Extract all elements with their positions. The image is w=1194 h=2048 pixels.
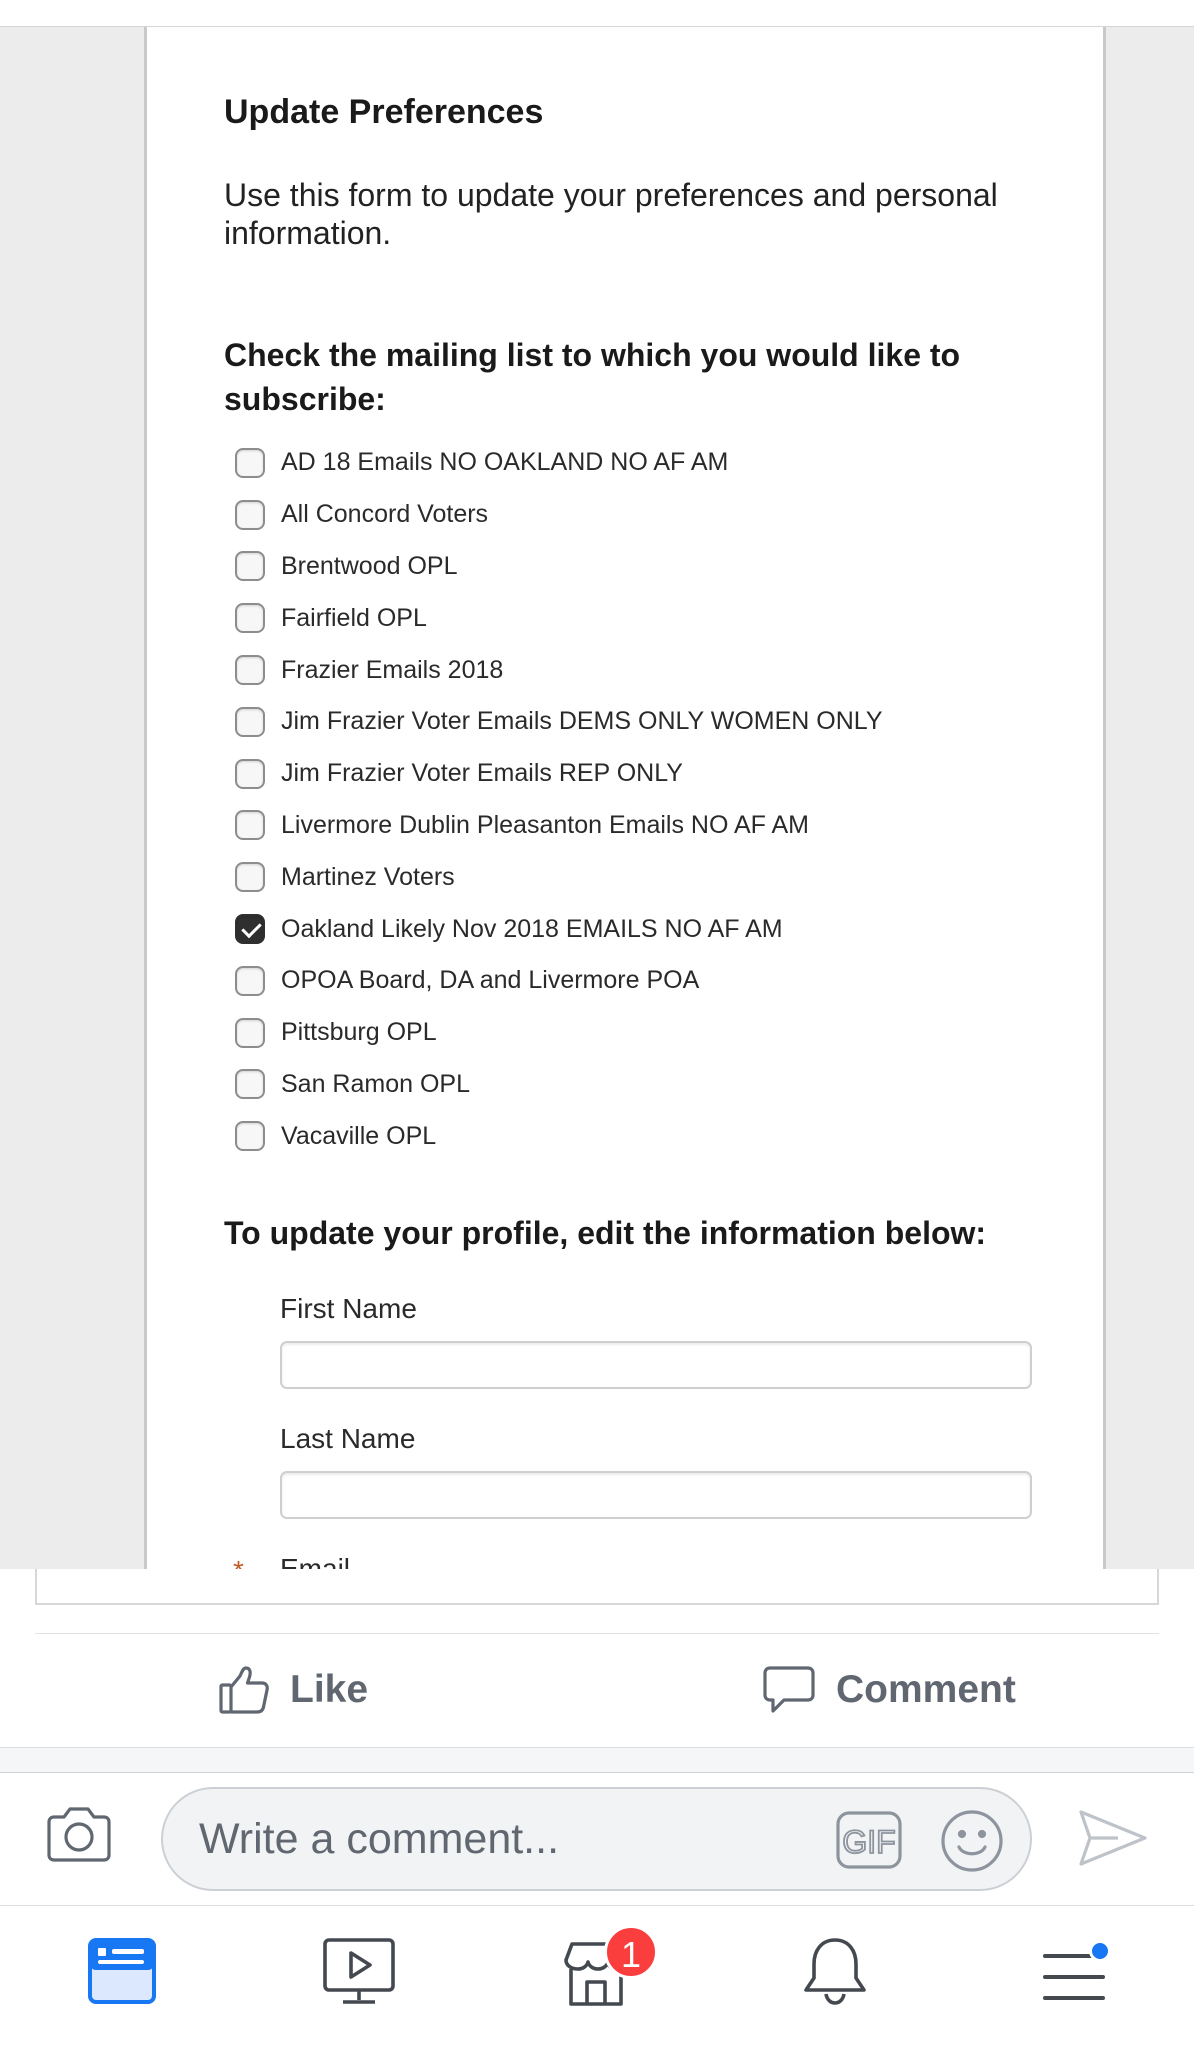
list-item[interactable] <box>235 1007 1055 1059</box>
separator-band <box>0 1748 1194 1772</box>
checkbox[interactable] <box>235 914 265 944</box>
checkbox[interactable] <box>235 862 265 892</box>
checkbox[interactable] <box>235 448 265 478</box>
comment-field[interactable] <box>161 1787 1032 1891</box>
comment-button[interactable] <box>762 1664 1016 1716</box>
link-preview-box[interactable] <box>35 1569 1159 1605</box>
mailing-list <box>235 437 1055 1162</box>
checkbox[interactable] <box>235 1018 265 1048</box>
tab-menu[interactable] <box>1027 1934 1117 2014</box>
list-item[interactable] <box>235 644 1055 696</box>
list-item-label: Livermore Dublin Pleasanton Emails NO AF AM <box>281 810 809 839</box>
comment-icon <box>762 1664 816 1716</box>
list-item[interactable] <box>235 955 1055 1007</box>
list-item-label: All Concord Voters <box>281 500 489 529</box>
list-item-label: Brentwood OPL <box>281 551 458 580</box>
gif-icon[interactable] <box>836 1811 902 1874</box>
list-item-label: Oakland Likely Nov 2018 EMAILS NO AF AM <box>281 914 783 943</box>
last-name-field[interactable] <box>280 1471 1032 1519</box>
list-item[interactable] <box>235 748 1055 800</box>
watch-icon <box>321 1936 397 2008</box>
first-name-label: First Name <box>280 1293 417 1324</box>
list-item-label: Jim Frazier Voter Emails REP ONLY <box>281 759 683 788</box>
comment-input[interactable] <box>199 1789 759 1889</box>
checkbox[interactable] <box>235 966 265 996</box>
tab-notifications[interactable] <box>790 1934 880 2014</box>
list-item[interactable] <box>235 1110 1055 1162</box>
gif-label: GIF <box>842 1824 896 1860</box>
checkbox[interactable] <box>235 603 265 633</box>
list-item[interactable] <box>235 437 1055 489</box>
checkbox[interactable] <box>235 810 265 840</box>
first-name-field[interactable] <box>280 1341 1032 1389</box>
tab-bar <box>0 1906 1194 2048</box>
list-item[interactable] <box>235 1059 1055 1111</box>
checkbox[interactable] <box>235 707 265 737</box>
like-button[interactable] <box>218 1664 368 1716</box>
menu-notification-dot <box>1089 1940 1111 1962</box>
news-feed-icon <box>86 1934 158 2006</box>
mailing-list-heading: Check the mailing list to which you would like to subscribe: <box>224 337 961 417</box>
checkbox[interactable] <box>235 551 265 581</box>
list-item-label: OPOA Board, DA and Livermore POA <box>281 966 700 995</box>
checkbox[interactable] <box>235 1069 265 1099</box>
send-icon[interactable] <box>1078 1809 1148 1872</box>
post-action-bar <box>0 1634 1194 1746</box>
form-title: Update Preferences <box>224 93 544 131</box>
tab-marketplace[interactable] <box>551 1934 641 2014</box>
profile-heading: To update your profile, edit the information below: <box>224 1215 987 1251</box>
checkbox[interactable] <box>235 655 265 685</box>
notification-badge: 1 <box>604 1925 658 1979</box>
comment-composer <box>0 1773 1194 1903</box>
list-item[interactable] <box>235 851 1055 903</box>
form-sheet <box>144 27 1106 1570</box>
list-item-label: Vacaville OPL <box>281 1121 437 1150</box>
list-item-label: San Ramon OPL <box>281 1069 470 1098</box>
checkbox[interactable] <box>235 1121 265 1151</box>
list-item-label: Fairfield OPL <box>281 603 427 632</box>
comment-label: Comment <box>836 1668 1016 1711</box>
list-item[interactable] <box>235 696 1055 748</box>
post-image[interactable] <box>0 26 1194 1569</box>
list-item[interactable] <box>235 541 1055 593</box>
tab-watch[interactable] <box>313 1934 403 2014</box>
notifications-icon <box>801 1934 869 2008</box>
list-item[interactable] <box>235 800 1055 852</box>
camera-icon[interactable] <box>46 1805 112 1868</box>
list-item-label: Martinez Voters <box>281 862 455 891</box>
list-item[interactable] <box>235 489 1055 541</box>
list-item-label: AD 18 Emails NO OAKLAND NO AF AM <box>281 448 729 477</box>
list-item[interactable] <box>235 592 1055 644</box>
emoji-icon[interactable] <box>940 1809 1004 1878</box>
last-name-label: Last Name <box>280 1423 416 1454</box>
list-item-label: Frazier Emails 2018 <box>281 655 504 684</box>
tab-news-feed[interactable] <box>76 1934 166 2014</box>
list-item-label: Jim Frazier Voter Emails DEMS ONLY WOMEN ONLY <box>281 707 883 736</box>
list-item-label: Pittsburg OPL <box>281 1018 437 1047</box>
like-label: Like <box>290 1668 369 1711</box>
list-item[interactable] <box>235 903 1055 955</box>
form-intro: Use this form to update your preferences and personal information. <box>224 177 998 251</box>
checkbox[interactable] <box>235 500 265 530</box>
thumbs-up-icon <box>218 1664 270 1716</box>
checkbox[interactable] <box>235 759 265 789</box>
